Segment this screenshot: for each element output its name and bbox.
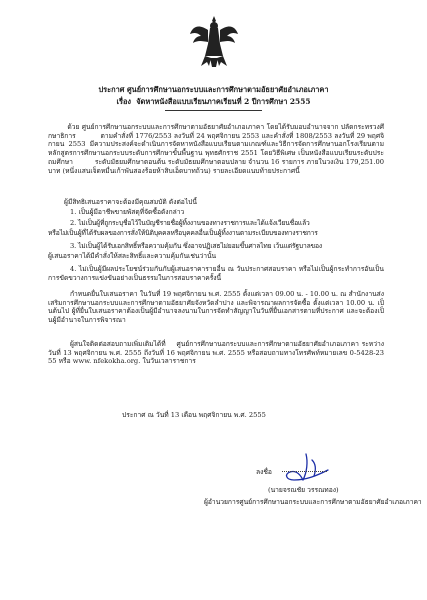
schedule-paragraph: กำหนดยื่นใบเสนอราคา ในวันที่ 19 พฤศจิกายน พ.ศ. 2555 ตั้งแต่เวลา 09.00 น. - 10.00 น. ณ สำนักงานส่งเสริมการศึกษานอกระบบและการศึกษาตามอัธยาศัยจังหวัดลำปาง และพิจารณาผลการจัดซื้อ ตั้งแต่เวลา 10.00 น. เป็นต้นไป ผู้ที่ยื่นใบเสนอราคาต้องเป็นผู้มีอำนาจลงนามในการจัดทำสัญญาในวันที่ยื่นเอกสารตามที่ประกาศ และจะต้องเป็นผู้มีอำนาจในการพิจารณา bbox=[48, 290, 384, 325]
qualification-item-2a: 2. ไม่เป็นผู้ที่ถูกระบุชื่อไว้ในบัญชีรายชื่อผู้ทิ้งงานของทางราชการและได้แจ้งเวียนชื่อแล้ว bbox=[70, 219, 310, 227]
announcement-title: ประกาศ ศูนย์การศึกษานอกระบบและการศึกษาตามอัธยาศัยอำเภอเภาคา bbox=[98, 85, 329, 94]
contact-paragraph: ผู้สนใจติดต่อสอบถามเพิ่มเติมได้ที่ ศูนย์การศึกษานอกระบบและการศึกษาตามอัธยาศัยอำเภอเภาคา ระหว่างวันที่ 13 พฤศจิกายน พ.ศ. 2555 ถึงวันที่ 16 พฤศจิกายน พ.ศ. 2555 หรือสอบถามทางโทรศัพท์หมายเลข 0-5428-2355 หรือ www. nfekokha.org. ในวันเวลาราชการ bbox=[48, 340, 384, 366]
qualification-item-2b: หรือไม่เป็นผู้ที่ได้รับผลของการสั่งให้นิติบุคคลหรือบุคคลอื่นเป็นผู้ทิ้งงานตามระเบียบของทางราชการ bbox=[48, 229, 318, 237]
signature-mark bbox=[276, 450, 336, 486]
title-divider bbox=[165, 110, 262, 111]
qualification-item-3b: ผู้เสนอราคาได้มีคำสั่งให้สละสิทธิ์และความคุ้มกันเช่นว่านั้น bbox=[48, 252, 217, 260]
announcement-date: ประกาศ ณ วันที่ 13 เดือน พฤศจิกายน พ.ศ. 2555 bbox=[122, 411, 266, 419]
signature-line bbox=[282, 471, 327, 472]
qualification-heading: ผู้มีสิทธิเสนอราคาจะต้องมีคุณสมบัติ ดังต่อไปนี้ bbox=[64, 198, 198, 206]
garuda-emblem-icon bbox=[189, 14, 239, 68]
subject-label: เรื่อง bbox=[116, 97, 132, 106]
qualification-item-4: 4. ไม่เป็นผู้มีผลประโยชน์ร่วมกันกับผู้เสนอราคารายอื่น ณ วันประกาศสอบราคา หรือไม่เป็นผู้กระทำการอันเป็นการขัดขวางการแข่งขันอย่างเป็นธรรมในการสอบราคาครั้งนี้ bbox=[48, 265, 384, 282]
sign-label: ลงชื่อ bbox=[256, 468, 272, 476]
signer-name: (นายจรณชัย วรรณทอง) bbox=[268, 486, 339, 494]
announcement-subject bbox=[60, 97, 367, 107]
signer-position: ผู้อำนวยการศูนย์การศึกษานอกระบบและการศึกษาตามอัธยาศัยอำเภอเภาคา bbox=[204, 498, 422, 506]
qualification-item-3a: 3. ไม่เป็นผู้ได้รับเอกสิทธิ์หรือความคุ้มกัน ซึ่งอาจปฏิเสธไม่ยอมขึ้นศาลไทย เว้นแต่รัฐบาลของ bbox=[70, 242, 322, 250]
qualification-item-1: 1. เป็นผู้มีอาชีพขายพัสดุที่จัดซื้อดังกล่าว bbox=[70, 208, 185, 216]
intro-paragraph: ด้วย ศูนย์การศึกษานอกระบบและการศึกษาตามอัธยาศัยอำเภอเภาคา โดยได้รับมอบอำนาจจาก ปลัดกระทรวงศึกษาธิการ ตามคำสั่งที่ 1776/2553 ลงวันที่ 24 พฤศจิกายน 2553 และคำสั่งที่ 1808/2553 ลงวันที่ 29 พฤศจิกายน 2553 มีความประสงค์จะดำเนินการจัดหาหนังสือแบบเรียนตามเกณฑ์และวิธีการจัดการศึกษานอกโรงเรียนตามหลักสูตรการศึกษานอกระบบระดับการศึกษาขั้นพื้นฐาน พุทธศักราช 2551 โดยวิธีพิเศษ เป็นหนังสือแบบเรียนระดับประถมศึกษา ระดับมัธยมศึกษาตอนต้น ระดับมัธยมศึกษาตอนปลาย จำนวน 16 รายการ ภายในวงเงิน 179,251.00 บาท (หนึ่งแสนเจ็ดหมื่นเก้าพันสองร้อยห้าสิบเอ็ดบาทถ้วน) รายละเอียดแนบท้ายประกาศนี้ bbox=[48, 123, 387, 175]
subject-text: จัดหาหนังสือแบบเรียนภาคเรียนที่ 2 ปีการศึกษา 2555 bbox=[136, 97, 311, 106]
